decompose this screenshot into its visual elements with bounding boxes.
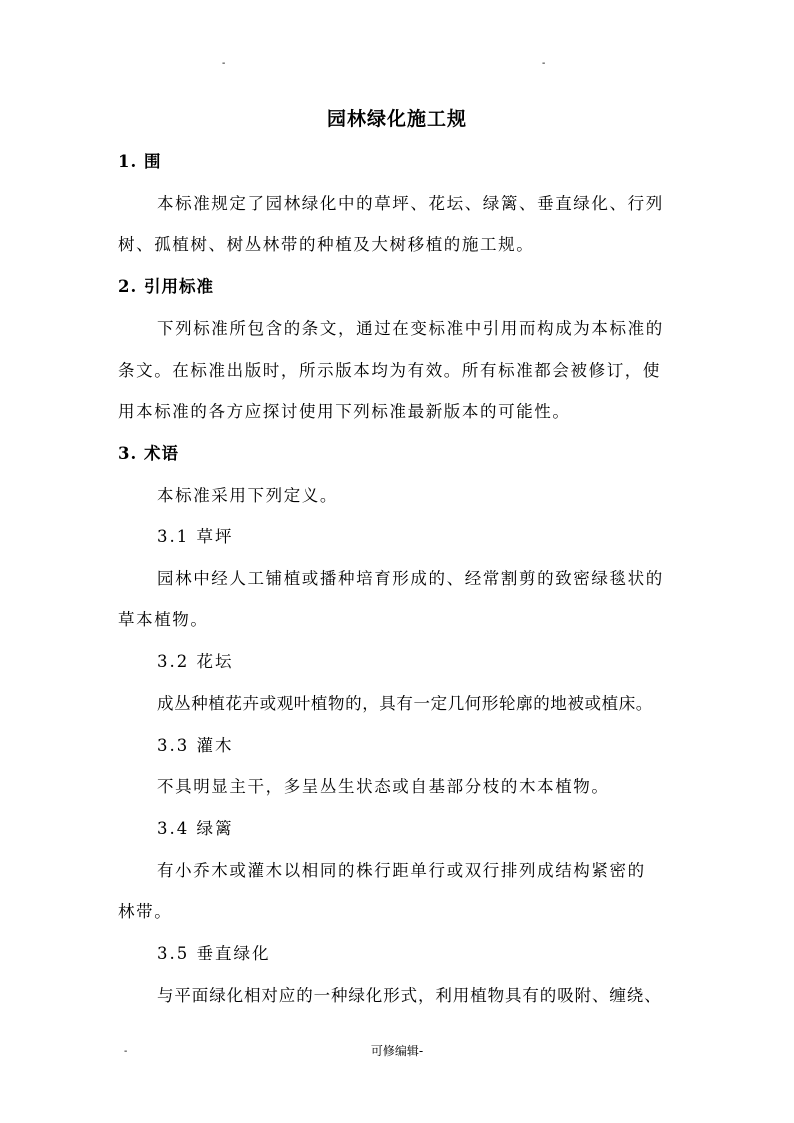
section-heading-scope: 1. 围 <box>118 152 162 171</box>
document-title: 园林绿化施工规 <box>326 108 467 130</box>
header-right-mark: - <box>542 58 546 69</box>
paragraph-line: 林带。 <box>118 902 173 921</box>
paragraph-line: 本标准规定了园林绿化中的草坪、花坛、绿篱、垂直绿化、行列 <box>157 194 664 213</box>
footer-left-mark: - <box>124 1046 128 1057</box>
subsection-heading-hedge: 3.4 绿篱 <box>157 819 234 838</box>
paragraph-line: 有小乔木或灌木以相同的株行距单行或双行排列成结构紧密的 <box>157 861 646 880</box>
paragraph-line: 与平面绿化相对应的一种绿化形式，利用植物具有的吸附、缠绕、 <box>157 986 662 1005</box>
paragraph-line: 本标准采用下列定义。 <box>157 486 338 505</box>
header-left-mark: - <box>222 58 226 69</box>
paragraph-line: 条文。在标准出版时，所示版本均为有效。所有标准都会被修订，使 <box>118 361 661 380</box>
paragraph-line: 草本植物。 <box>118 610 209 629</box>
footer-text: 可修编辑- <box>370 1044 424 1058</box>
paragraph-line: 园林中经人工铺植或播种培育形成的、经常割剪的致密绿毯状的 <box>157 569 664 588</box>
subsection-heading-lawn: 3.1 草坪 <box>157 527 234 546</box>
subsection-heading-vertical-greening: 3.5 垂直绿化 <box>157 944 271 963</box>
subsection-heading-shrub: 3.3 灌木 <box>157 736 234 755</box>
section-heading-terms: 3. 术语 <box>118 444 179 463</box>
subsection-heading-flowerbed: 3.2 花坛 <box>157 652 234 671</box>
paragraph-line: 成丛种植花卉或观叶植物的，具有一定几何形轮廓的地被或植床。 <box>157 694 653 713</box>
paragraph-line: 下列标准所包含的条文，通过在变标准中引用而构成为本标准的 <box>157 319 664 338</box>
paragraph-line: 不具明显主干，多呈丛生状态或自基部分枝的木本植物。 <box>157 777 610 796</box>
paragraph-line: 用本标准的各方应探讨使用下列标准最新版本的可能性。 <box>118 402 571 421</box>
section-heading-references: 2. 引用标准 <box>118 277 214 296</box>
paragraph-line: 树、孤植树、树丛林带的种植及大树移植的施工规。 <box>118 235 535 254</box>
